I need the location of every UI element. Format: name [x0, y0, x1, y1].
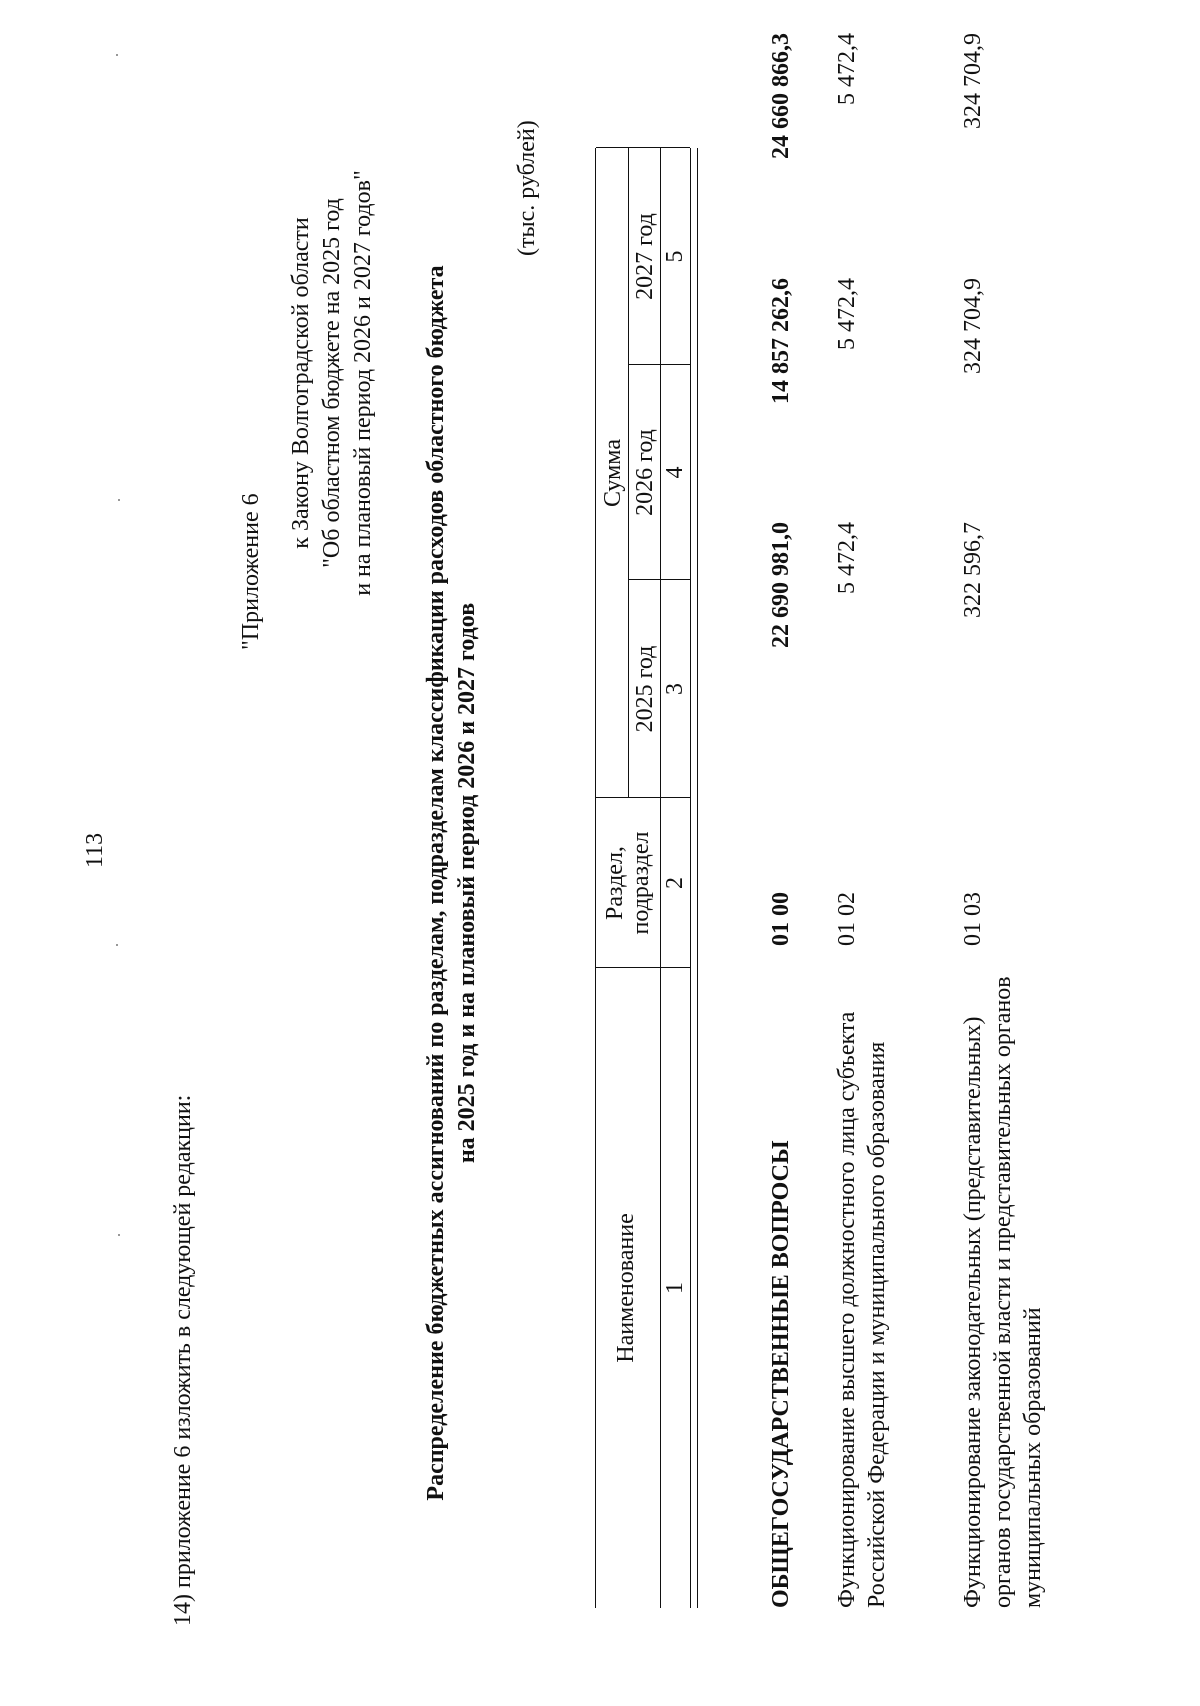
table-row-code: 01 03 — [960, 892, 986, 946]
header-rule — [660, 148, 661, 1608]
table-row-value-2026: 5 472,4 — [834, 278, 860, 350]
intro-text: 14) приложение 6 изложить в следующей редакции: — [170, 1094, 196, 1626]
column-number: 1 — [662, 1282, 688, 1294]
table-row-name: Функционирование законодательных (представительных) органов государственной власти и представительных органов муниципальных образований — [960, 976, 1046, 1608]
law-reference-line: "Об областном бюджете на 2025 год — [319, 198, 345, 568]
law-reference-line: и на плановый период 2026 и 2027 годов" — [350, 170, 376, 596]
scan-speck — [118, 499, 120, 501]
table-row-value-2026: 14 857 262,6 — [768, 278, 794, 404]
heading-line: Распределение бюджетных ассигнований по разделам, подразделам классификации расходов областного бюджета — [423, 265, 449, 1501]
table-row-value-2026: 324 704,9 — [960, 278, 986, 374]
table-separator — [697, 148, 698, 1608]
table-row-value-2027: 324 704,9 — [960, 33, 986, 129]
scan-speck — [116, 944, 118, 946]
table-row-value-2027: 24 660 866,3 — [768, 33, 794, 159]
table-row-value-2025: 22 690 981,0 — [768, 522, 794, 648]
scan-speck — [116, 54, 118, 56]
scan-speck — [118, 1234, 120, 1236]
table-row-name: Функционирование высшего должностного лица субъекта Российской Федерации и муниципального образования — [834, 1011, 890, 1608]
column-number: 4 — [662, 466, 688, 479]
header-year-2027: 2027 год — [632, 213, 658, 300]
header-sum: Сумма — [600, 439, 626, 507]
header-year-2025: 2025 год — [632, 645, 658, 733]
table-row-code: 01 02 — [834, 892, 860, 946]
table-header — [595, 148, 691, 1608]
header-name: Наименование — [613, 1213, 639, 1363]
law-reference — [286, 93, 379, 673]
document-heading — [421, 158, 483, 1608]
table-row-value-2027: 5 472,4 — [834, 33, 860, 105]
table-row-value-2025: 322 596,7 — [960, 522, 986, 618]
header-rule — [628, 148, 629, 798]
table-row-code: 01 00 — [768, 892, 794, 946]
table-row-name: ОБЩЕГОСУДАРСТВЕННЫЕ ВОПРОСЫ — [768, 1140, 794, 1608]
page-number: 113 — [82, 832, 108, 868]
column-number: 5 — [662, 250, 688, 263]
units-label: (тыс. рублей) — [514, 120, 540, 256]
column-number: 2 — [662, 877, 688, 889]
header-year-2026: 2026 год — [632, 429, 658, 516]
column-number: 3 — [662, 683, 688, 695]
law-reference-line: к Закону Волгоградской области — [288, 217, 314, 549]
table-row-value-2025: 5 472,4 — [834, 522, 860, 594]
heading-line: на 2025 год и на плановый период 2026 и 2027 годов — [454, 602, 480, 1164]
header-section: Раздел, подраздел — [602, 831, 654, 935]
appendix-title: "Приложение 6 — [238, 493, 264, 650]
